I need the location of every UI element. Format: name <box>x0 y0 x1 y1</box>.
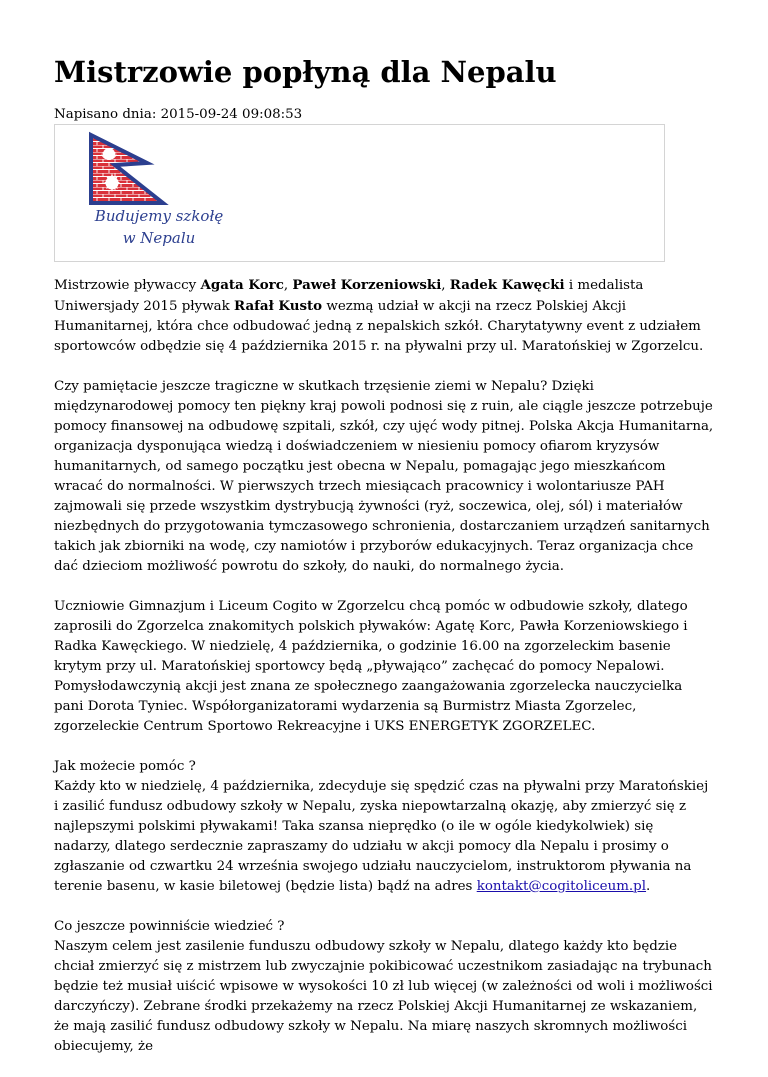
paragraph-nepal: Czy pamiętacie jeszcze tragiczne w skutkach trzęsienie ziemi w Nepalu? Dzięki międzynarodowej pomocy ten piękny kraj powoli podnosi się z ruin, ale ciągle jeszcze potrzebuje pomocy finansowej na odbudowę szpitali, szkół, czy ujęć wody pitnej. Polska Akcja Humanitarna, organizacja dysponująca wiedzą i doświadczeniem w niesieniu pomocy ofiarom kryzysów humanitarnych, od samego początku jest obecna w Nepalu, pomagając jego mieszkańcom wracać do normalności. W pierwszych trzech miesiącach pracownicy i wolontariusze PAH zajmowali się przede wszystkim dystrybucją żywności (ryż, soczewica, olej, sól) i materiałów niezbędnych do przygotowania tymczasowego schronienia, dostarczaniem urządzeń sanitarnych takich jak zbiorniki na wodę, czy namiotów i przyborów edukacyjnych. Teraz organizacja chce dać dzieciom możliwość powrotu do szkoły, do nauki, do normalnego życia. <box>54 379 714 574</box>
paragraph-what-to-know <box>54 917 714 1057</box>
email-link[interactable]: kontakt@cogitoliceum.pl <box>476 879 647 894</box>
article-body <box>54 275 714 1077</box>
paragraph-cogito: Uczniowie Gimnazjum i Liceum Cogito w Zgorzelcu chcą pomóc w odbudowie szkoły, dlatego zaprosili do Zgorzelca znakomitych polskich pływaków: Agatę Korc, Pawła Korzeniowskiego i Radka Kawęckiego. W niedzielę, 4 października, o godzinie 16.00 na zgorzeleckim basenie krytym przy ul. Maratońskiej sportowcy będą „pływająco” zachęcać do pomocy Nepalowi. Pomysłodawczynią akcji jest znana ze społecznego zaangażowania zgorzelecka nauczycielka pani Dorota Tyniec. Współorganizatorami wydarzenia są Burmistrz Miasta Zgorzelec, zgorzeleckie Centrum Sportowo Rekreacyjne i UKS ENERGETYK ZGORZELEC. <box>54 599 688 734</box>
text: . <box>646 879 651 894</box>
caption-line-2: w Nepalu <box>122 229 196 247</box>
section-heading: Jak możecie pomóc ? <box>54 759 196 774</box>
athlete-name: Rafał Kusto <box>234 298 323 314</box>
caption-line-1: Budujemy szkołę <box>94 207 224 225</box>
text: i medalista Uniwersjady 2015 pływak <box>54 278 644 314</box>
image-caption <box>89 205 229 249</box>
text: Mistrzowie pływaccy <box>54 278 201 293</box>
paragraph-how-to-help <box>54 757 714 897</box>
article-image <box>54 124 665 262</box>
nepal-flag-brick-icon <box>85 131 175 209</box>
text: , <box>283 278 293 293</box>
publish-date: Napisano dnia: 2015-09-24 09:08:53 <box>54 107 303 122</box>
text: wezmą udział w akcji na rzecz Polskiej Akcji Humanitarnej, która chce odbudować jedną z nepalskich szkół. Charytatywny event z udziałem sportowców odbędzie się 4 października 2015 r. na pływalni przy ul. Maratońskiej w Zgorzelcu. <box>54 299 704 354</box>
athlete-name: Radek Kawęcki <box>449 277 565 293</box>
text: Naszym celem jest zasilenie funduszu odbudowy szkoły w Nepalu, dlatego każdy kto będzie chciał zmierzyć się z mistrzem lub zwyczajnie pokibicować uczestnikom zasiadając na trybunach będzie też musiał uiścić wpisowe w wysokości 10 zł lub więcej (w zależności od woli i możliwości darczyńczy). Zebrane środki przekażemy na rzecz Polskiej Akcji Humanitarnej ze wskazaniem, że mają zasilić fundusz odbudowy szkoły w Nepalu. Na miarę naszych skromnych możliwości obiecujemy, że <box>54 939 713 1054</box>
athlete-name: Paweł Korzeniowski <box>292 277 442 293</box>
paragraph-intro <box>54 275 714 357</box>
text: , <box>441 278 450 293</box>
section-heading: Co jeszcze powinniście wiedzieć ? <box>54 919 285 934</box>
text: Każdy kto w niedzielę, 4 października, zdecyduje się spędzić czas na pływalni przy Maratońskiej i zasilić fundusz odbudowy szkoły w Nepalu, zyska niepowtarzalną okazję, aby zmierzyć się z najlepszymi polskimi pływakami! Taka szansa nieprędko (o ile w ogóle kiedykolwiek) się nadarzy, dlatego serdecznie zapraszamy do udziału w akcji pomocy dla Nepalu i prosimy o zgłaszanie od czwartku 24 września swojego udziału nauczycielom, instruktorom pływania na terenie basenu, w kasie biletowej (będzie lista) bądź na adres <box>54 779 709 894</box>
page-title: Mistrzowie popłyną dla Nepalu <box>54 55 557 89</box>
athlete-name: Agata Korc <box>200 277 284 293</box>
